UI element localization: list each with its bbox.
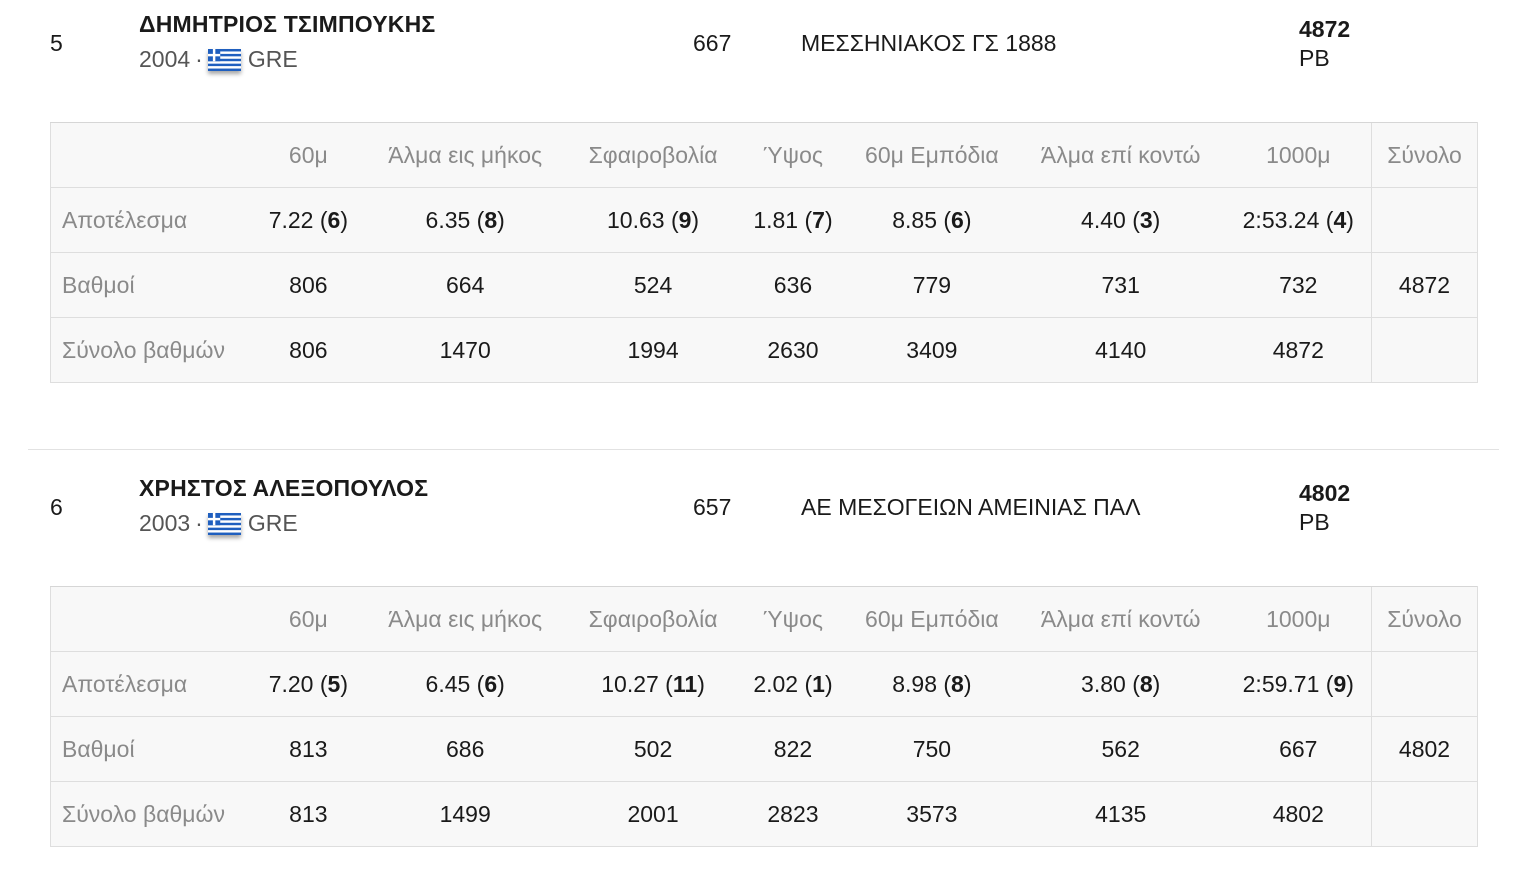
points-cell: 731 <box>1016 253 1226 318</box>
cumulative-cell: 806 <box>254 318 362 383</box>
points-cell: 502 <box>568 717 738 782</box>
athlete-name[interactable]: ΧΡΗΣΤΟΣ ΑΛΕΞΟΠΟΥΛΟΣ <box>139 475 429 501</box>
athlete-header <box>0 464 1536 574</box>
athlete-meta <box>139 46 298 73</box>
points-cell: 667 <box>1226 717 1372 782</box>
cumulative-row <box>51 318 1478 383</box>
result-mark: 6.35 <box>425 206 471 233</box>
result-mark: 7.20 <box>268 670 314 697</box>
athlete-header <box>0 0 1536 110</box>
result-place: 8 <box>951 670 964 697</box>
column-header: 60μ <box>254 123 362 188</box>
column-header: Άλμα επί κοντώ <box>1016 123 1226 188</box>
points-cell: 813 <box>254 717 362 782</box>
cumulative-cell: 3573 <box>848 782 1016 847</box>
result-mark: 10.27 <box>601 670 659 697</box>
points-cell: 524 <box>568 253 738 318</box>
row-label-cumulative: Σύνολο βαθμών <box>51 782 255 847</box>
column-header: 1000μ <box>1226 123 1372 188</box>
result-mark: 6.45 <box>425 670 471 697</box>
country-code: GRE <box>247 46 298 72</box>
cumulative-cell: 2630 <box>738 318 848 383</box>
result-cell: 8.98 (8) <box>848 652 1016 717</box>
points-cell: 732 <box>1226 253 1372 318</box>
cumulative-cell: 813 <box>254 782 362 847</box>
points-cell: 806 <box>254 253 362 318</box>
points-cell: 664 <box>362 253 568 318</box>
athlete-entry <box>0 464 1536 827</box>
result-place: 7 <box>812 206 825 233</box>
result-mark: 2:59.71 <box>1242 670 1320 697</box>
points-row <box>51 253 1478 318</box>
result-cell: 8.85 (6) <box>848 188 1016 253</box>
points-cell: 779 <box>848 253 1016 318</box>
points-total-cell: 4872 <box>1371 253 1477 318</box>
athlete-divider <box>28 449 1499 450</box>
cumulative-cell: 3409 <box>848 318 1016 383</box>
cumulative-cell: 2823 <box>738 782 848 847</box>
row-label-cumulative: Σύνολο βαθμών <box>51 318 255 383</box>
cumulative-cell: 4140 <box>1016 318 1226 383</box>
cumulative-row <box>51 782 1478 847</box>
column-header: Ύψος <box>738 123 848 188</box>
column-header: Ύψος <box>738 587 848 652</box>
result-row <box>51 652 1478 717</box>
cumulative-cell: 2001 <box>568 782 738 847</box>
result-mark: 2.02 <box>753 670 799 697</box>
cumulative-cell: 4872 <box>1226 318 1372 383</box>
bib-number: 667 <box>693 30 732 56</box>
column-header: Άλμα επί κοντώ <box>1016 587 1226 652</box>
column-header: Άλμα εις μήκος <box>362 587 568 652</box>
column-header: Σφαιροβολία <box>568 587 738 652</box>
points-cell: 562 <box>1016 717 1226 782</box>
result-cell: 6.45 (6) <box>362 652 568 717</box>
result-mark: 8.98 <box>892 670 937 697</box>
birth-year: 2003 <box>139 510 191 536</box>
points-total-cell: 4802 <box>1371 717 1477 782</box>
result-cell: 2:53.24 (4) <box>1226 188 1372 253</box>
result-total-cell <box>1371 188 1477 253</box>
result-cell: 10.63 (9) <box>568 188 738 253</box>
result-place: 5 <box>327 670 341 697</box>
result-cell: 2:59.71 (9) <box>1226 652 1372 717</box>
country-code: GRE <box>247 510 298 536</box>
result-place: 9 <box>1333 670 1347 697</box>
cumulative-total-cell <box>1371 782 1477 847</box>
table-header-row <box>51 587 1478 652</box>
table-corner-cell <box>51 123 255 188</box>
result-place: 11 <box>672 670 698 697</box>
pb-badge: PB <box>1299 509 1330 535</box>
column-header: 1000μ <box>1226 587 1372 652</box>
result-place: 6 <box>951 206 964 233</box>
bib-number: 657 <box>693 494 732 520</box>
results-table <box>50 586 1478 847</box>
column-header: 60μ Εμπόδια <box>848 123 1016 188</box>
result-cell: 2.02 (1) <box>738 652 848 717</box>
athlete-entry <box>0 0 1536 363</box>
result-place: 6 <box>327 206 341 233</box>
row-label-points: Βαθμοί <box>51 717 255 782</box>
club-name: ΜΕΣΣΗΝΙΑΚΟΣ ΓΣ 1888 <box>801 30 1057 56</box>
column-header: Σύνολο <box>1371 123 1477 188</box>
points-cell: 686 <box>362 717 568 782</box>
result-cell: 3.80 (8) <box>1016 652 1226 717</box>
result-mark: 3.80 <box>1081 670 1126 697</box>
row-label-points: Βαθμοί <box>51 253 255 318</box>
points-cell: 636 <box>738 253 848 318</box>
athlete-rank: 5 <box>50 30 63 56</box>
column-header: 60μ <box>254 587 362 652</box>
result-cell: 6.35 (8) <box>362 188 568 253</box>
result-place: 4 <box>1333 206 1347 233</box>
result-row <box>51 188 1478 253</box>
result-cell: 7.22 (6) <box>254 188 362 253</box>
result-mark: 2:53.24 <box>1242 206 1320 233</box>
athlete-meta <box>139 510 298 537</box>
result-place: 6 <box>484 670 498 697</box>
points-row <box>51 717 1478 782</box>
greece-flag-icon <box>208 49 241 71</box>
column-header: Σφαιροβολία <box>568 123 738 188</box>
column-header: Άλμα εις μήκος <box>362 123 568 188</box>
club-name: ΑΕ ΜΕΣΟΓΕΙΩΝ ΑΜΕΙΝΙΑΣ ΠΑΛ <box>801 494 1141 520</box>
cumulative-cell: 1470 <box>362 318 568 383</box>
result-mark: 8.85 <box>892 206 937 233</box>
separator-dot: · <box>195 510 203 536</box>
result-mark: 10.63 <box>607 206 665 233</box>
result-mark: 7.22 <box>268 206 314 233</box>
result-cell: 10.27 (11) <box>568 652 738 717</box>
column-header: 60μ Εμπόδια <box>848 587 1016 652</box>
points-cell: 822 <box>738 717 848 782</box>
athlete-name[interactable]: ΔΗΜΗΤΡΙΟΣ ΤΣΙΜΠΟΥΚΗΣ <box>139 11 436 37</box>
total-points: 4802 <box>1299 480 1351 506</box>
greece-flag-icon <box>208 513 241 535</box>
birth-year: 2004 <box>139 46 191 72</box>
total-points: 4872 <box>1299 16 1351 42</box>
result-place: 8 <box>1139 670 1153 697</box>
result-mark: 1.81 <box>753 206 799 233</box>
column-header: Σύνολο <box>1371 587 1477 652</box>
separator-dot: · <box>195 46 203 72</box>
points-cell: 750 <box>848 717 1016 782</box>
table-header-row <box>51 123 1478 188</box>
cumulative-total-cell <box>1371 318 1477 383</box>
cumulative-cell: 4802 <box>1226 782 1372 847</box>
row-label-result: Αποτέλεσμα <box>51 652 255 717</box>
result-place: 3 <box>1139 206 1153 233</box>
result-total-cell <box>1371 652 1477 717</box>
result-cell: 1.81 (7) <box>738 188 848 253</box>
result-mark: 4.40 <box>1081 206 1126 233</box>
result-place: 9 <box>678 206 692 233</box>
athlete-rank: 6 <box>50 494 63 520</box>
cumulative-cell: 1499 <box>362 782 568 847</box>
row-label-result: Αποτέλεσμα <box>51 188 255 253</box>
cumulative-cell: 1994 <box>568 318 738 383</box>
cumulative-cell: 4135 <box>1016 782 1226 847</box>
result-cell: 7.20 (5) <box>254 652 362 717</box>
results-table <box>50 122 1478 383</box>
pb-badge: PB <box>1299 45 1330 71</box>
table-corner-cell <box>51 587 255 652</box>
result-cell: 4.40 (3) <box>1016 188 1226 253</box>
result-place: 8 <box>484 206 498 233</box>
result-place: 1 <box>812 670 825 697</box>
